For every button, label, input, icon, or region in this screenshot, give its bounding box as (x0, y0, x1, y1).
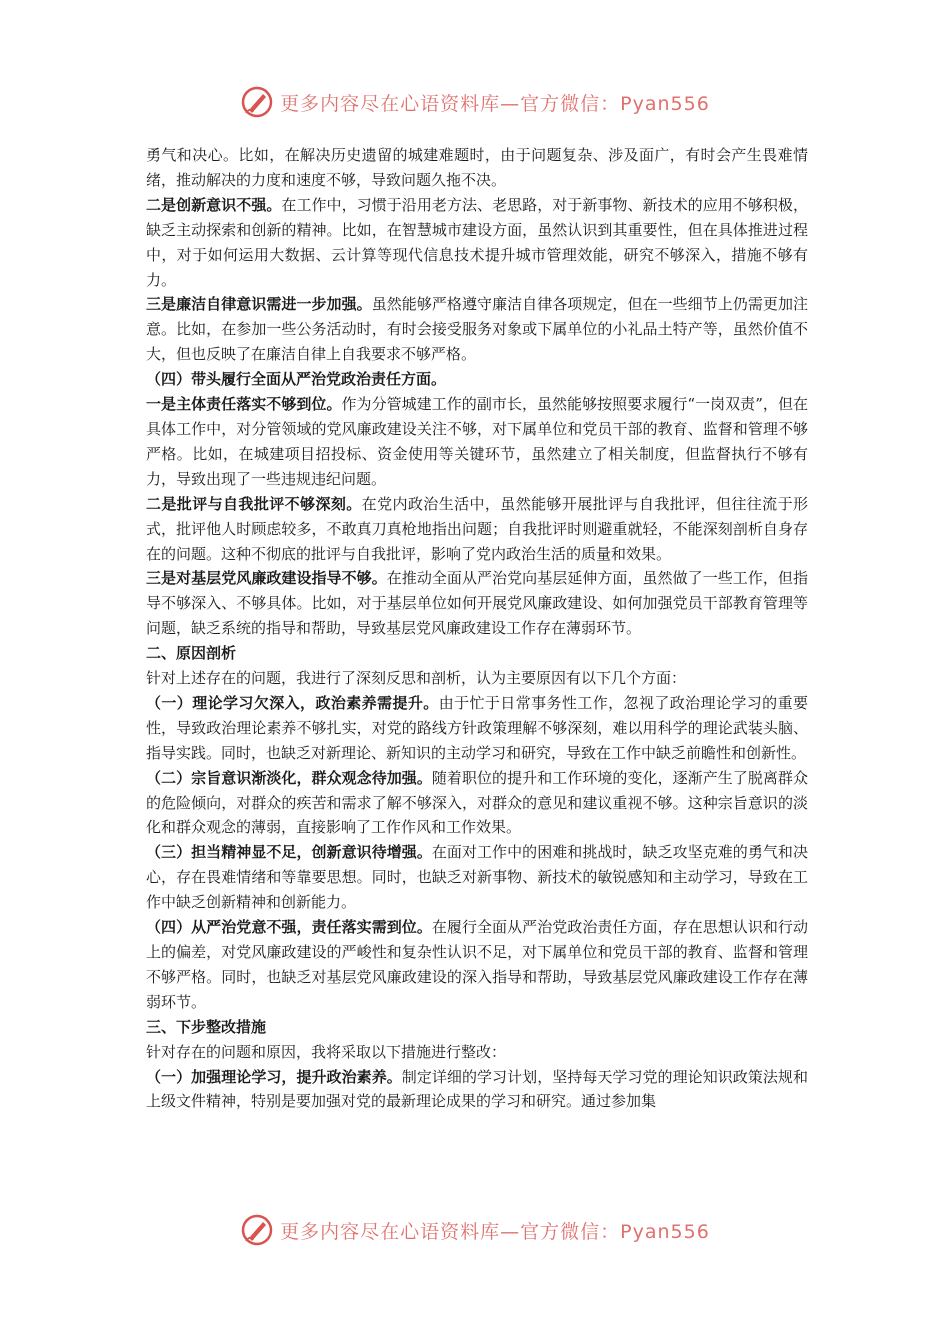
section-heading: 三、下步整改措施 (146, 1017, 267, 1036)
paragraph: 针对存在的问题和原因，我将采取以下措施进行整改： (146, 1042, 507, 1061)
paragraph: 勇气和决心。比如，在解决历史遗留的城建难题时，由于问题复杂、涉及面广，有时会产生畏难情绪，推动解决的力度和速度不够，导致问题久拖不决。 (146, 146, 808, 189)
paragraph: 三是对基层党风廉政建设指导不够。在推动全面从严治党向基层延伸方面，虽然做了一些工作，但指导不够深入、不够具体。比如，对于基层单位如何开展党风廉政建设、如何加强党员干部教育管理等问题，缺乏系统的指导和帮助，导致基层党风廉政建设工作存在薄弱环节。 (146, 569, 808, 638)
watermark-text: 更多内容尽在心语资料库—官方微信：Pyan556 (280, 92, 710, 115)
paragraph: （二）宗旨意识渐淡化，群众观念待加强。随着职位的提升和工作环境的变化，逐渐产生了脱离群众的危险倾向，对群众的疾苦和需求了解不够深入，对群众的意见和建议重视不够。这种宗旨意识的淡化和群众观念的薄弱，直接影响了工作作风和工作效果。 (146, 768, 808, 837)
paragraph: 二是批评与自我批评不够深刻。在党内政治生活中，虽然能够开展批评与自我批评，但往往流于形式，批评他人时顾虑较多，不敢真刀真枪地指出问题；自我批评时则避重就轻，不能深刻剖析自身存在的问题。这种不彻底的批评与自我批评，影响了党内政治生活的质量和效果。 (146, 494, 808, 563)
pen-logo-icon (240, 85, 274, 119)
paragraph: 三是廉洁自律意识需进一步加强。虽然能够严格遵守廉洁自律各项规定，但在一些细节上仍需更加注意。比如，在参加一些公务活动时，有时会接受服务对象或下属单位的小礼品土特产等，虽然价值不大，但也反映了在廉洁自律上自我要求不够严格。 (146, 295, 808, 364)
paragraph: （三）担当精神显不足，创新意识待增强。在面对工作中的困难和挑战时，缺乏攻坚克难的勇气和决心，存在畏难情绪和等靠要思想。同时，也缺乏对新事物、新技术的敏锐感知和主动学习，导致在工作中缺乏创新精神和创新能力。 (146, 843, 808, 912)
footer-watermark-banner (0, 1210, 950, 1250)
paragraph: （四）从严治党意不强，责任落实需到位。在履行全面从严治党政治责任方面，存在思想认识和行动上的偏差，对党风廉政建设的严峻性和复杂性认识不足，对下属单位和党员干部的教育、监督和管理不够严格。同时，也缺乏对基层党风廉政建设的深入指导和帮助，导致基层党风廉政建设工作存在薄弱环节。 (146, 918, 808, 1011)
header-watermark-banner (0, 82, 950, 122)
paragraph: 二是创新意识不强。在工作中，习惯于沿用老方法、老思路，对于新事物、新技术的应用不够积极，缺乏主动探索和创新的精神。比如，在智慧城市建设方面，虽然认识到其重要性，但在具体推进过程中，对于如何运用大数据、云计算等现代信息技术提升城市管理效能，研究不够深入，措施不够有力。 (146, 195, 808, 289)
paragraph: （一）加强理论学习，提升政治素养。制定详细的学习计划，坚持每天学习党的理论知识政策法规和上级文件精神，特别是要加强对党的最新理论成果的学习和研究。通过参加集 (146, 1067, 808, 1111)
document-body (146, 143, 808, 1114)
section-heading: 二、原因剖析 (146, 644, 237, 663)
paragraph: 针对上述存在的问题，我进行了深刻反思和剖析，认为主要原因有以下几个方面： (146, 669, 687, 688)
section-heading: （四）带头履行全面从严治党政治责任方面。 (146, 370, 447, 389)
watermark-text: 更多内容尽在心语资料库—官方微信：Pyan556 (280, 1220, 710, 1243)
pen-logo-icon (240, 1213, 274, 1247)
paragraph: （一）理论学习欠深入，政治素养需提升。由于忙于日常事务性工作，忽视了政治理论学习的重要性，导致政治理论素养不够扎实，对党的路线方针政策理解不够深刻，难以用科学的理论武装头脑、指导实践。同时，也缺乏对新理论、新知识的主动学习和研究，导致在工作中缺乏前瞻性和创新性。 (146, 693, 808, 762)
paragraph: 一是主体责任落实不够到位。作为分管城建工作的副市长，虽然能够按照要求履行“一岗双责”，但在具体工作中，对分管领域的党风廉政建设关注不够，对下属单位和党员干部的教育、监督和管理不够严格。比如，在城建项目招投标、资金使用等关键环节，虽然建立了相关制度，但监督执行不够有力，导致出现了一些违规违纪问题。 (146, 395, 808, 488)
